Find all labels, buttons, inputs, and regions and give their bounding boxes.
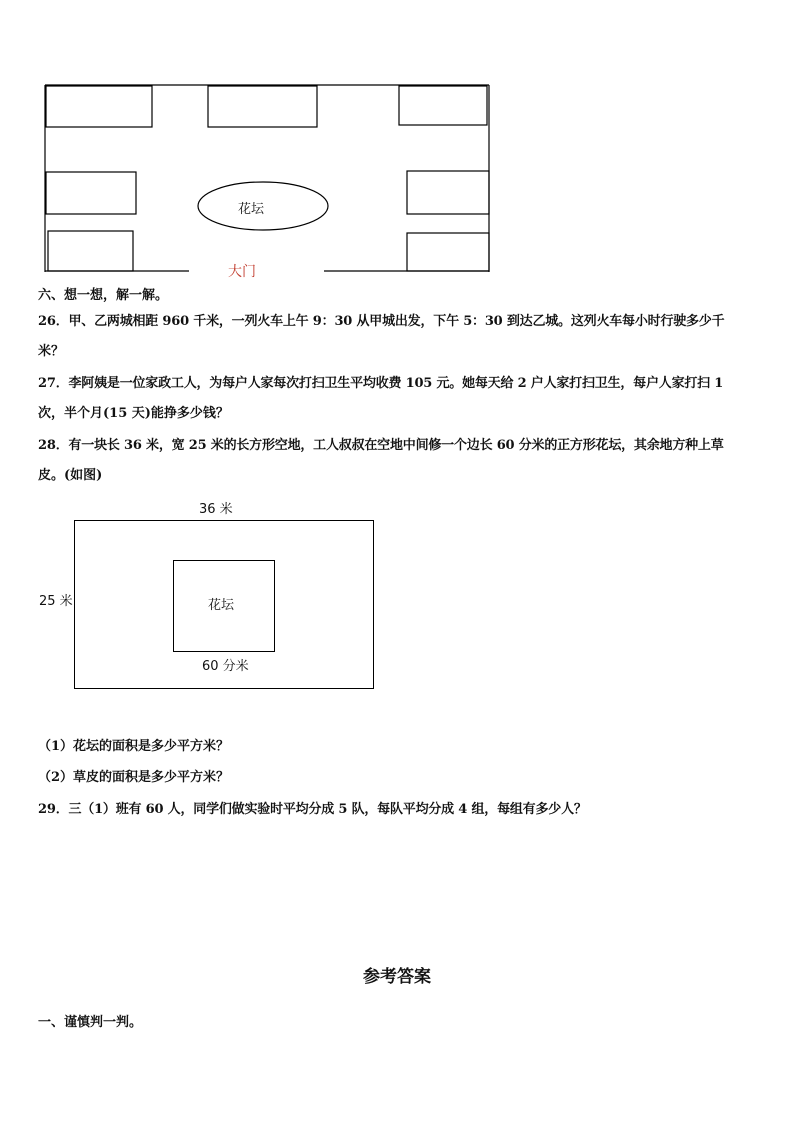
question-28-sub-2: （2）草皮的面积是多少平方米？ [38, 770, 230, 785]
flower-bed-label: 花坛 [238, 202, 265, 217]
question-28-sub-1: （1）花坛的面积是多少平方米？ [38, 739, 230, 754]
question-28-line-1: 28．有一块长 36 米，宽 25 米的长方形空地，工人叔叔在空地中间修一个边长 60 分米的正方形花坛，其余地方种上草 [38, 438, 724, 453]
gate-label: 大门 [228, 264, 256, 280]
building-top-middle [208, 86, 317, 127]
field-width-label: 25 米 [39, 594, 73, 609]
building-top-right [399, 86, 487, 125]
question-28-line-2: 皮。(如图) [38, 468, 103, 483]
building-top-left [46, 86, 152, 127]
square-flower-bed-label: 花坛 [208, 598, 235, 613]
question-26-line-1: 26．甲、乙两城相距 960 千米，一列火车上午 9：30 从甲城出发，下午 5：30 到达乙城。这列火车每小时行驶多少千 [38, 314, 725, 329]
field-diagram [0, 500, 794, 700]
question-26-line-2: 米？ [38, 344, 65, 359]
building-bottom-right [407, 233, 489, 271]
answers-title: 参考答案 [363, 967, 431, 987]
question-27-line-1: 27．李阿姨是一位家政工人，为每户人家每次打扫卫生平均收费 105 元。她每天给 2 户人家打扫卫生，每户人家打扫 1 [38, 376, 724, 391]
square-side-label: 60 分米 [202, 659, 249, 674]
question-29: 29．三（1）班有 60 人，同学们做实验时平均分成 5 队，每队平均分成 4 组，每组有多少人？ [38, 802, 587, 817]
field-length-label: 36 米 [199, 502, 233, 517]
section-6-heading: 六、想一想，解一解。 [38, 288, 169, 303]
question-27-line-2: 次，半个月(15 天)能挣多少钱？ [38, 406, 229, 421]
building-middle-right [407, 171, 489, 214]
answers-section-1-heading: 一、谨慎判一判。 [38, 1015, 143, 1030]
campus-layout-diagram [0, 0, 794, 285]
building-bottom-left [48, 231, 133, 271]
building-middle-left [46, 172, 136, 214]
